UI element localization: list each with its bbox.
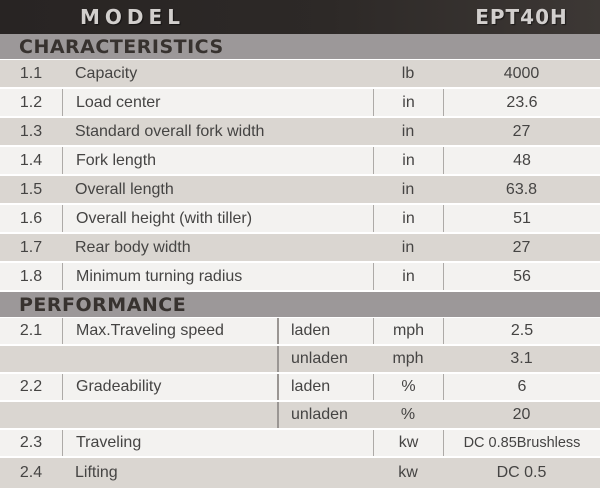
spec-unit: in: [373, 205, 443, 232]
spec-value: DC 0.85Brushless: [443, 430, 600, 456]
spec-label: [62, 402, 277, 428]
spec-value: 23.6: [443, 89, 600, 116]
spec-label: Fork length: [62, 147, 373, 174]
spec-label: Traveling: [62, 430, 373, 456]
spec-index: 2.2: [19, 378, 43, 395]
spec-label: Lifting: [75, 464, 118, 481]
spec-unit: mph: [392, 350, 424, 367]
spec-value: 4000: [503, 64, 540, 82]
spec-label: Max.Traveling speed: [62, 318, 277, 344]
model-header-bar: [0, 0, 600, 34]
table-row: [0, 458, 600, 488]
table-row: [0, 89, 600, 118]
section-header-characteristics: [0, 34, 600, 60]
spec-unit: in: [401, 122, 415, 140]
section-header-performance: [0, 292, 600, 318]
table-row: [0, 205, 600, 234]
spec-index: 1.8: [19, 267, 43, 285]
spec-index: 1.1: [19, 64, 43, 82]
spec-value: 63.8: [505, 180, 538, 198]
spec-index: 2.3: [19, 434, 43, 451]
table-row: [0, 263, 600, 292]
spec-label: [62, 346, 277, 372]
spec-unit: %: [400, 406, 416, 423]
spec-unit: in: [373, 263, 443, 290]
spec-label: Capacity: [75, 64, 138, 82]
spec-condition: laden: [277, 318, 373, 344]
table-row: [0, 234, 600, 263]
spec-index: [0, 346, 62, 372]
spec-label: Rear body width: [75, 238, 191, 256]
spec-label: Gradeability: [62, 374, 277, 400]
spec-index: 1.5: [19, 180, 43, 198]
table-row: [0, 147, 600, 176]
spec-unit: lb: [401, 64, 415, 82]
spec-value: 20: [512, 406, 531, 423]
model-value: EPT40H: [475, 5, 568, 29]
table-row: [0, 318, 600, 346]
spec-index: 1.4: [19, 151, 43, 169]
spec-condition: laden: [277, 374, 373, 400]
model-label: MODEL: [80, 5, 185, 29]
spec-condition: unladen: [277, 346, 373, 372]
section-title: PERFORMANCE: [19, 293, 187, 316]
table-row: [0, 374, 600, 402]
table-row: [0, 402, 600, 430]
spec-value: 2.5: [443, 318, 600, 344]
spec-label: Minimum turning radius: [62, 263, 373, 290]
spec-index: 1.7: [19, 238, 43, 256]
spec-unit: kw: [398, 464, 418, 481]
table-row: [0, 430, 600, 458]
table-row: [0, 176, 600, 205]
spec-value: 27: [512, 238, 531, 256]
spec-unit: mph: [373, 318, 443, 344]
spec-index: 1.3: [19, 122, 43, 140]
spec-index: 1.2: [19, 93, 43, 111]
spec-unit: %: [373, 374, 443, 400]
spec-index: 2.1: [19, 322, 43, 339]
spec-value: 3.1: [510, 350, 533, 367]
spec-unit: in: [401, 238, 415, 256]
spec-value: 27: [512, 122, 531, 140]
table-row: [0, 118, 600, 147]
spec-index: [0, 402, 62, 428]
section-title: CHARACTERISTICS: [19, 35, 224, 58]
spec-label: Standard overall fork width: [75, 122, 265, 140]
table-row: [0, 60, 600, 89]
spec-label: Overall height (with tiller): [62, 205, 373, 232]
spec-index: 2.4: [19, 464, 43, 481]
spec-value: 56: [443, 263, 600, 290]
spec-unit: kw: [373, 430, 443, 456]
spec-unit: in: [401, 180, 415, 198]
spec-unit: in: [373, 89, 443, 116]
spec-value: 51: [443, 205, 600, 232]
spec-value: DC 0.5: [496, 464, 547, 481]
table-row: [0, 346, 600, 374]
spec-unit: in: [373, 147, 443, 174]
spec-value: 6: [443, 374, 600, 400]
spec-label: Overall length: [75, 180, 174, 198]
spec-index: 1.6: [19, 209, 43, 227]
spec-value: 48: [443, 147, 600, 174]
spec-label: Load center: [62, 89, 373, 116]
spec-condition: unladen: [277, 402, 373, 428]
